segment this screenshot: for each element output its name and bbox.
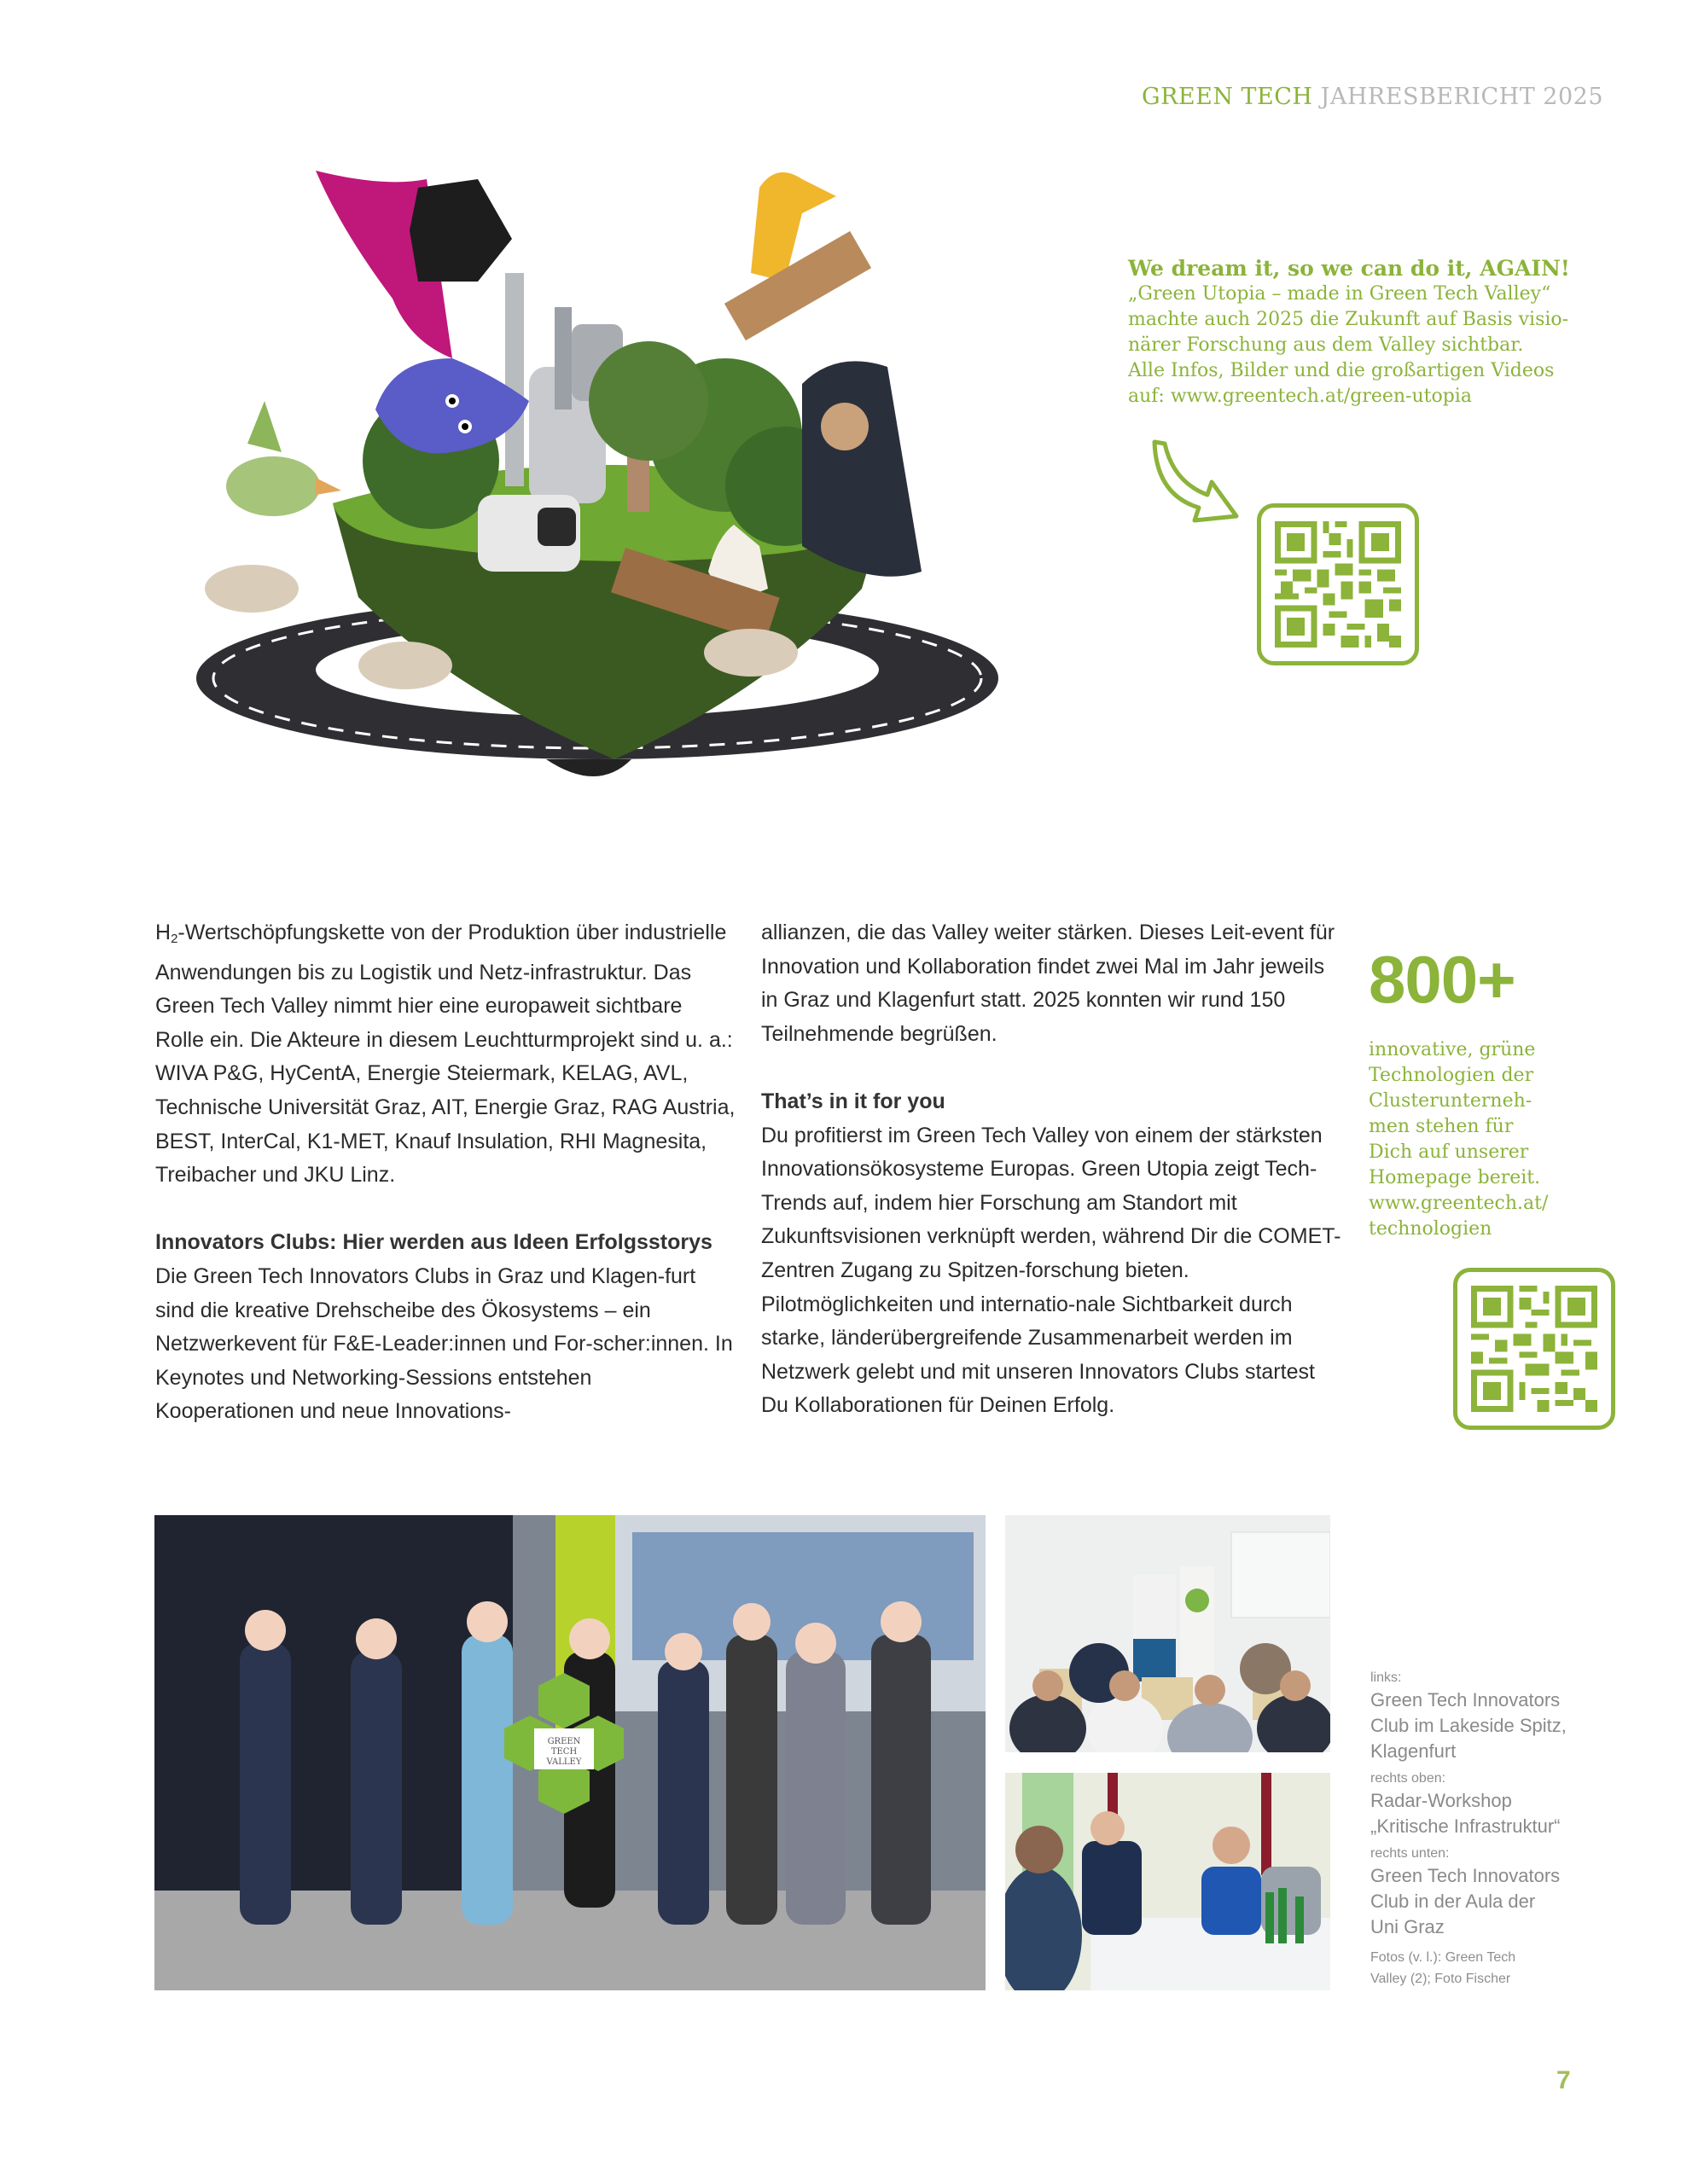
caption-text: [1370, 1687, 1626, 1764]
caption-text: [1370, 1863, 1626, 1940]
report-title: JAHRESBERICHT 2025: [1320, 84, 1604, 110]
paragraph-text: Du profitierst im Green Tech Valley von einem der stärksten Innovationsökosysteme Europas. Green Utopia zeigt Tech-Trends auf, indem hier Forschung am Standort mit Zukunftsvisionen verknüpft werden, während Dir die COMET-Zentren Zugang zu Spitzen-forschung bieten. Pilotmöglichkeiten und internatio-nale Sichtbarkeit durch starke, länderübergreifende Zusammenarbeit werden im Netzwerk gelebt und mit unseren Innovators Clubs startest Du Kollaborationen für Deinen Erfolg.: [761, 1123, 1341, 1418]
caption-label: rechts unten:: [1370, 1846, 1450, 1861]
svg-text:TECH: TECH: [550, 1747, 578, 1757]
stat-line: Homepage bereit.: [1369, 1167, 1541, 1188]
caption-line: Klagenfurt: [1370, 1740, 1457, 1762]
stat-link[interactable]: technologien: [1369, 1218, 1492, 1240]
brand-label: GREEN TECH: [1142, 84, 1313, 110]
stat-line: men stehen für: [1369, 1116, 1514, 1137]
hero-illustration: [171, 145, 1067, 776]
stat-line: innovative, grüne: [1369, 1039, 1536, 1060]
paragraph: [155, 916, 736, 1193]
section-subhead: Innovators Clubs: Hier werden aus Ideen Erfolgsstorys: [155, 1230, 712, 1255]
paragraph: [761, 1085, 1341, 1423]
running-head: [1142, 84, 1603, 110]
caption-line: Green Tech Innovators: [1370, 1865, 1561, 1886]
caption-line: Club in der Aula der: [1370, 1891, 1536, 1912]
stat-link[interactable]: www.greentech.at/: [1369, 1193, 1549, 1214]
stat-description: [1369, 1037, 1625, 1242]
credit-line: Valley (2); Foto Fischer: [1370, 1972, 1511, 1986]
paragraph-text: Die Green Tech Innovators Clubs in Graz und Klagen-furt sind die kreative Drehscheibe des Ökosystems – ein Netzwerkevent für F&E-Leader:innen und For-scher:innen. In Keynotes und Networking-Sessions entstehen Kooperationen und neue Innovations-: [155, 1263, 733, 1424]
caption-line: Uni Graz: [1370, 1916, 1445, 1937]
page-number: 7: [1556, 2066, 1571, 2094]
stat-line: Technologien der: [1369, 1065, 1534, 1086]
photo-innovators-club-aula-graz: [1005, 1773, 1330, 1990]
caption-line: Green Tech Innovators: [1370, 1689, 1561, 1711]
promo-line: „Green Utopia – made in Green Tech Valley“: [1128, 283, 1551, 305]
stat-line: Clusterunterneh-: [1369, 1090, 1532, 1112]
photo-captions: [1370, 1669, 1626, 1989]
paragraph: [155, 1226, 736, 1429]
promo-line: närer Forschung aus dem Valley sichtbar.: [1128, 334, 1524, 356]
caption-line: Club im Lakeside Spitz,: [1370, 1715, 1567, 1736]
promo-line: machte auch 2025 die Zukunft auf Basis visio-: [1128, 309, 1569, 330]
sign-text: GREEN: [547, 1737, 581, 1746]
promo-headline: We dream it, so we can do it, AGAIN!: [1128, 256, 1570, 281]
green-utopia-promo: [1128, 256, 1606, 410]
photo-radar-workshop: [1005, 1515, 1330, 1752]
promo-link[interactable]: auf: www.greentech.at/green-utopia: [1128, 386, 1472, 407]
photo-credit: [1370, 1947, 1626, 1989]
stat-line: Dich auf unserer: [1369, 1141, 1529, 1163]
caption-label: links:: [1370, 1670, 1402, 1685]
body-column-2: [761, 916, 1341, 1423]
stat-number: 800+: [1369, 942, 1515, 1017]
caption-label: rechts oben:: [1370, 1771, 1446, 1786]
curved-arrow-icon: [1148, 435, 1242, 533]
caption-text: [1370, 1788, 1626, 1839]
subscript: 2: [171, 932, 178, 946]
photo-innovators-club-klagenfurt: [154, 1515, 986, 1990]
caption-line: „Kritische Infrastruktur“: [1370, 1815, 1561, 1837]
h2-prefix: H: [155, 921, 172, 944]
credit-line: Fotos (v. l.): Green Tech: [1370, 1950, 1516, 1965]
section-subhead: That’s in it for you: [761, 1089, 945, 1113]
qr-code-icon[interactable]: [1453, 1268, 1615, 1430]
body-column-1: [155, 916, 736, 1429]
qr-code-icon[interactable]: [1257, 503, 1419, 665]
svg-text:VALLEY: VALLEY: [546, 1757, 582, 1767]
promo-line: Alle Infos, Bilder und die großartigen Videos: [1128, 360, 1555, 381]
paragraph-text: -Wertschöpfungskette von der Produktion über industrielle Anwendungen bis zu Logistik und Netz-infrastruktur. Das Green Tech Valley nimmt hier eine europaweit sichtbare Rolle ein. Die Akteure in diesem Leuchtturmprojekt sind u. a.: WIVA P&G, HyCentA, Energie Steiermark, KELAG, AVL, Technische Universität Graz, AIT, Energie Graz, RAG Austria, BEST, InterCal, K1-MET, Knauf Insulation, RHI Magnesita, Treibacher und JKU Linz.: [155, 921, 736, 1188]
paragraph: allianzen, die das Valley weiter stärken. Dieses Leit-event für Innovation und Kollaboration findet zwei Mal im Jahr jeweils in Graz und Klagenfurt statt. 2025 konnten wir rund 150 Teilnehmende begrüßen.: [761, 921, 1335, 1046]
stat-box: [1369, 942, 1625, 1242]
caption-line: Radar-Workshop: [1370, 1790, 1512, 1811]
